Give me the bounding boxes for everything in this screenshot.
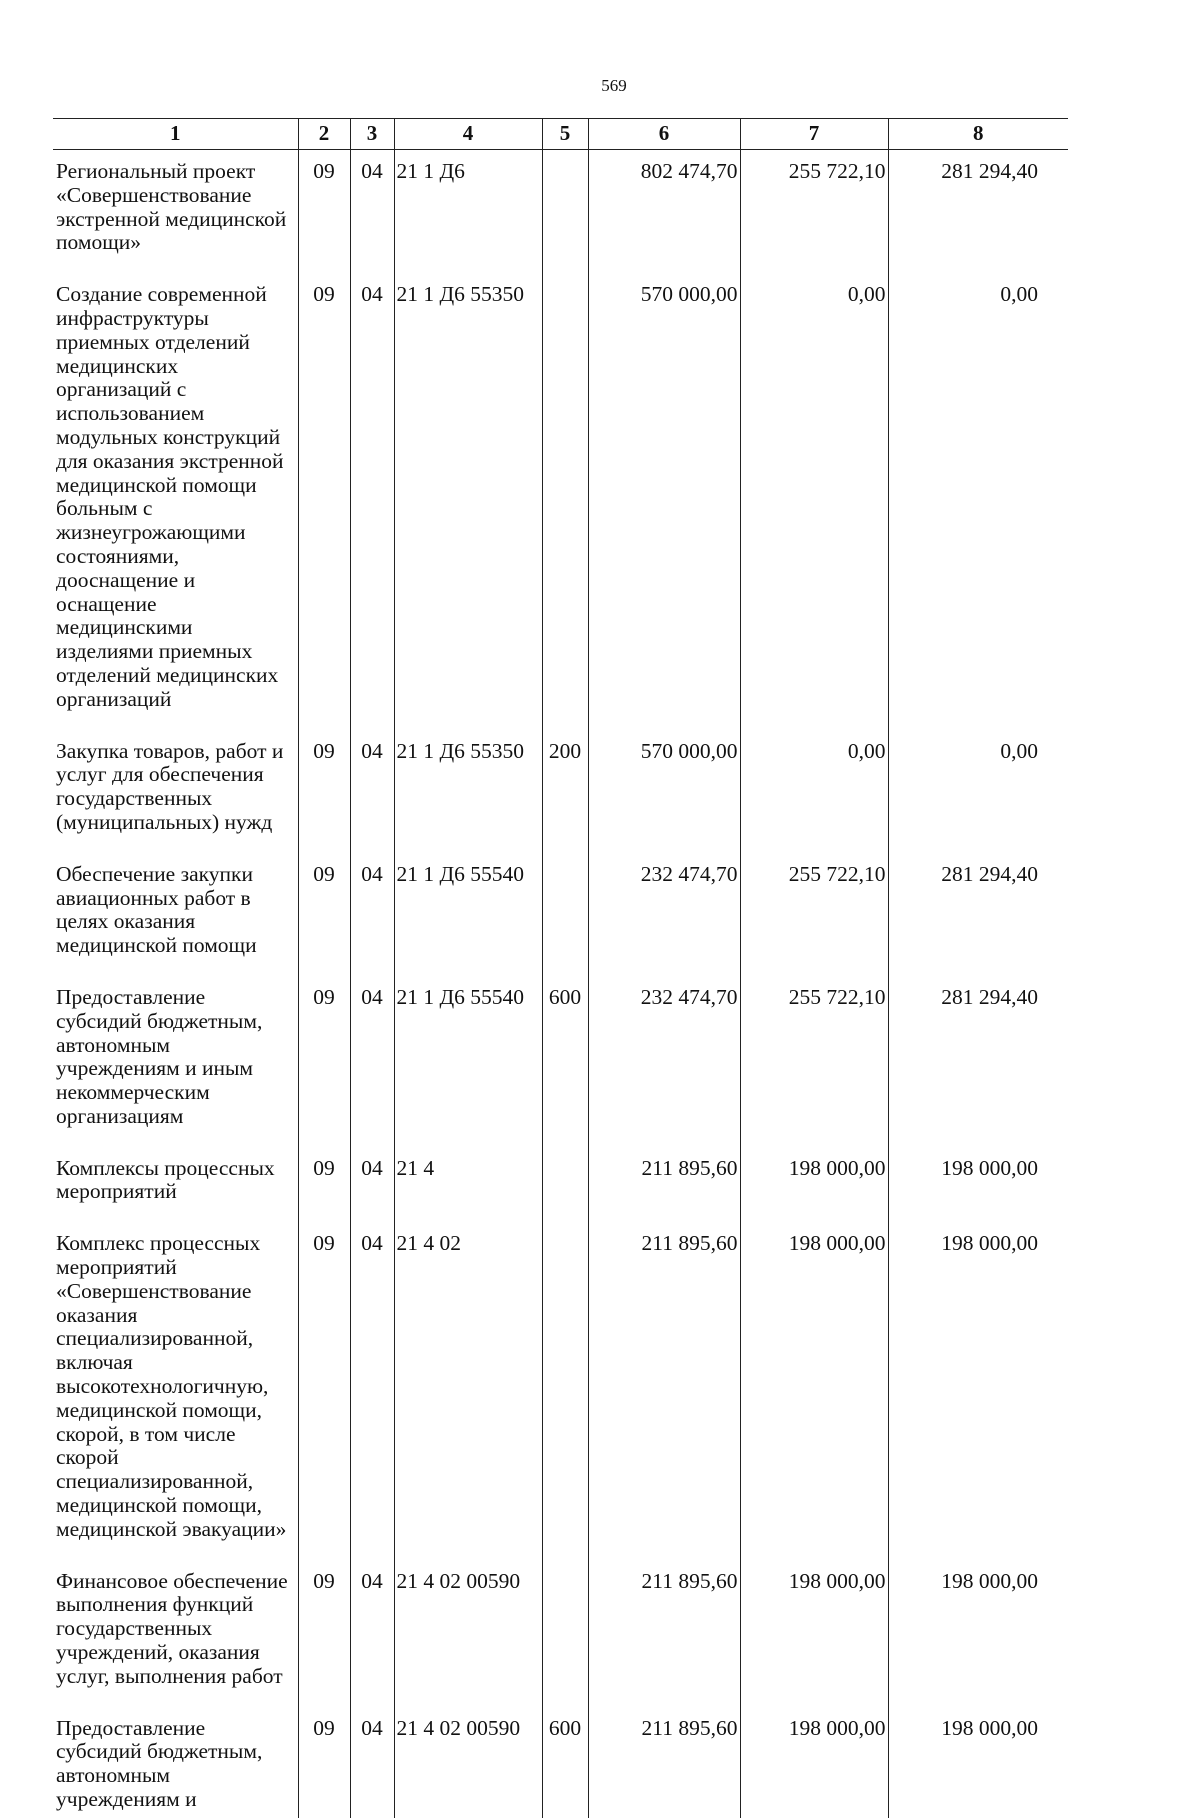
column-header: 4 xyxy=(394,119,542,150)
row-name: Комплексы процессных мероприятий xyxy=(56,1155,275,1204)
amount-col-7: 0,00 xyxy=(740,273,888,729)
subsection-code: 04 xyxy=(350,853,394,976)
expense-type-code xyxy=(542,150,588,274)
amount-col-7: 198 000,00 xyxy=(740,1707,888,1818)
row-name: Региональный проект «Совершенствование экстренной медицинской помощи» xyxy=(56,159,287,255)
target-article-code: 21 1 Д6 55350 xyxy=(394,730,542,853)
row-name: Обеспечение закупки авиационных работ в целях оказания медицинской помощи xyxy=(56,861,257,958)
section-code: 09 xyxy=(298,273,350,729)
row-name: Комплекс процессных мероприятий «Совершенствование оказания специализированной, включая высокотехнологичную, медицинской помощи, скорой, в том числе скорой специализированной, медицинской помощи, медицинской эвакуации» xyxy=(56,1231,287,1541)
table-row xyxy=(53,1147,1068,1223)
table-row xyxy=(53,976,1068,1147)
target-article-code: 21 1 Д6 55540 xyxy=(394,976,542,1147)
amount-col-7: 198 000,00 xyxy=(740,1147,888,1223)
section-code: 09 xyxy=(298,150,350,274)
subsection-code: 04 xyxy=(350,1147,394,1223)
amount-col-8: 198 000,00 xyxy=(888,1560,1068,1707)
page-number: 569 xyxy=(601,76,627,95)
section-code: 09 xyxy=(298,1560,350,1707)
table-row xyxy=(53,1707,1068,1818)
row-name: Предоставление субсидий бюджетным, автономным учреждениям и иным некоммерческим организациям xyxy=(56,984,263,1128)
amount-col-6: 570 000,00 xyxy=(588,730,740,853)
amount-col-6: 232 474,70 xyxy=(588,976,740,1147)
amount-col-6: 211 895,60 xyxy=(588,1147,740,1223)
table-row xyxy=(53,150,1068,274)
amount-col-7: 0,00 xyxy=(740,730,888,853)
amount-col-7: 198 000,00 xyxy=(740,1560,888,1707)
section-code: 09 xyxy=(298,1147,350,1223)
amount-col-8: 198 000,00 xyxy=(888,1707,1068,1818)
amount-col-6: 570 000,00 xyxy=(588,273,740,729)
column-header: 1 xyxy=(53,119,298,150)
subsection-code: 04 xyxy=(350,150,394,274)
target-article-code: 21 1 Д6 xyxy=(394,150,542,274)
expense-type-code xyxy=(542,1560,588,1707)
subsection-code: 04 xyxy=(350,730,394,853)
column-header: 7 xyxy=(740,119,888,150)
expense-type-code: 200 xyxy=(542,730,588,853)
subsection-code: 04 xyxy=(350,1222,394,1559)
amount-col-6: 211 895,60 xyxy=(588,1222,740,1559)
section-code: 09 xyxy=(298,853,350,976)
target-article-code: 21 4 02 00590 xyxy=(394,1560,542,1707)
amount-col-6: 232 474,70 xyxy=(588,853,740,976)
target-article-code: 21 1 Д6 55350 xyxy=(394,273,542,729)
subsection-code: 04 xyxy=(350,1707,394,1818)
target-article-code: 21 4 xyxy=(394,1147,542,1223)
amount-col-8: 198 000,00 xyxy=(888,1222,1068,1559)
amount-col-6: 211 895,60 xyxy=(588,1707,740,1818)
section-code: 09 xyxy=(298,976,350,1147)
amount-col-7: 255 722,10 xyxy=(740,853,888,976)
subsection-code: 04 xyxy=(350,273,394,729)
table-row xyxy=(53,1222,1068,1559)
column-header: 2 xyxy=(298,119,350,150)
row-name: Закупка товаров, работ и услуг для обеспечения государственных (муниципальных) нужд xyxy=(56,738,284,834)
section-code: 09 xyxy=(298,730,350,853)
amount-col-7: 255 722,10 xyxy=(740,150,888,274)
column-header: 6 xyxy=(588,119,740,150)
expense-type-code xyxy=(542,1147,588,1223)
row-name: Предоставление субсидий бюджетным, автономным учреждениям и xyxy=(56,1715,263,1812)
column-header: 3 xyxy=(350,119,394,150)
table-row xyxy=(53,273,1068,729)
section-code: 09 xyxy=(298,1707,350,1818)
expense-type-code xyxy=(542,273,588,729)
amount-col-6: 211 895,60 xyxy=(588,1560,740,1707)
amount-col-8: 0,00 xyxy=(888,730,1068,853)
expense-type-code xyxy=(542,853,588,976)
expense-type-code: 600 xyxy=(542,1707,588,1818)
expense-type-code: 600 xyxy=(542,976,588,1147)
table-row xyxy=(53,853,1068,976)
column-header: 5 xyxy=(542,119,588,150)
amount-col-7: 198 000,00 xyxy=(740,1222,888,1559)
row-name: Финансовое обеспечение выполнения функций государственных учреждений, оказания услуг, выполнения работ xyxy=(56,1568,288,1688)
amount-col-8: 0,00 xyxy=(888,273,1068,729)
subsection-code: 04 xyxy=(350,1560,394,1707)
budget-table xyxy=(53,118,1068,1818)
amount-col-8: 281 294,40 xyxy=(888,853,1068,976)
section-code: 09 xyxy=(298,1222,350,1559)
target-article-code: 21 4 02 xyxy=(394,1222,542,1559)
amount-col-8: 198 000,00 xyxy=(888,1147,1068,1223)
target-article-code: 21 1 Д6 55540 xyxy=(394,853,542,976)
amount-col-6: 802 474,70 xyxy=(588,150,740,274)
table-row xyxy=(53,1560,1068,1707)
target-article-code: 21 4 02 00590 xyxy=(394,1707,542,1818)
table-row xyxy=(53,730,1068,853)
row-name: Создание современной инфраструктуры приемных отделений медицинских организаций с использованием модульных конструкций для оказания экстренной медицинской помощи больным с жизнеугрожающими состояниями, дооснащение и оснащение медицинскими изделиями приемных отделений медицинских организаций xyxy=(56,282,284,711)
amount-col-8: 281 294,40 xyxy=(888,976,1068,1147)
amount-col-8: 281 294,40 xyxy=(888,150,1068,274)
amount-col-7: 255 722,10 xyxy=(740,976,888,1147)
table-header-row xyxy=(53,119,1068,150)
expense-type-code xyxy=(542,1222,588,1559)
column-header: 8 xyxy=(888,119,1068,150)
subsection-code: 04 xyxy=(350,976,394,1147)
